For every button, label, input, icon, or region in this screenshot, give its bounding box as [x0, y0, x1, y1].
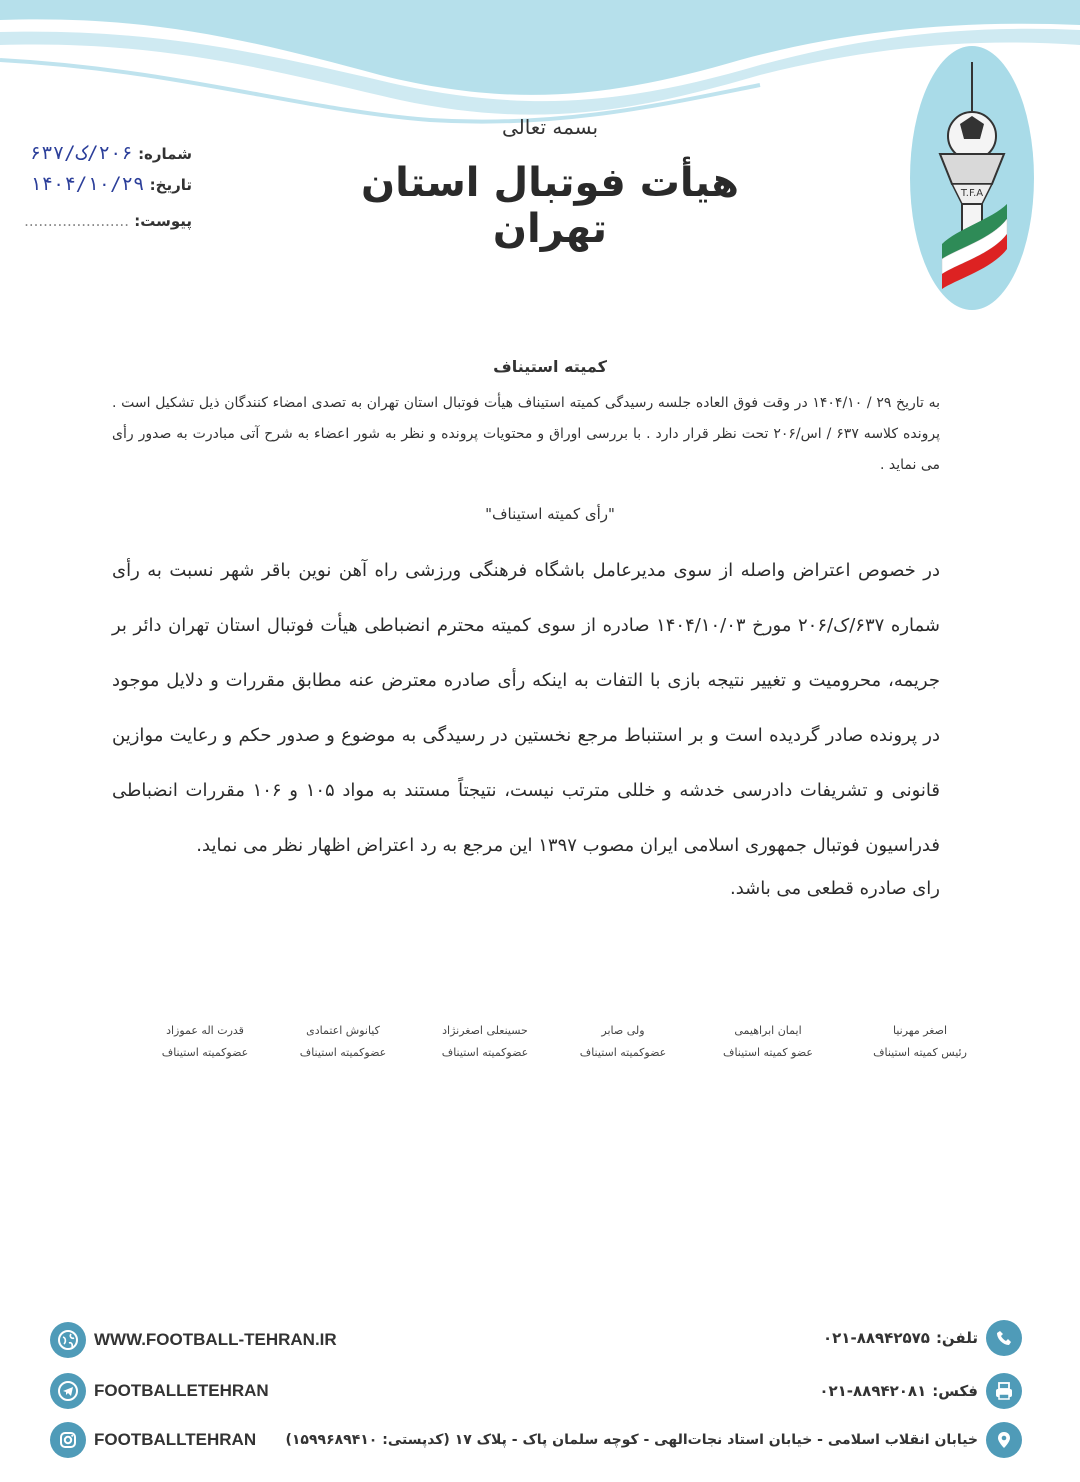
signatory-role: عضوکمیته استیناف — [441, 1046, 529, 1059]
telegram-icon — [50, 1373, 86, 1409]
verdict-heading: "رأی کمیته استیناف" — [485, 505, 615, 523]
signatory-name: ولی صابر — [601, 1024, 645, 1037]
instagram-icon — [50, 1422, 86, 1458]
letter-number — [20, 142, 192, 164]
website-text[interactable]: WWW.FOOTBALL-TEHRAN.IR — [94, 1330, 337, 1349]
signatory — [683, 1020, 853, 1064]
location-pin-icon — [986, 1422, 1022, 1458]
organization-title: هیأت فوتبال استان تهران — [360, 160, 739, 252]
fax-icon — [986, 1373, 1022, 1409]
number-label: شماره: — [138, 145, 192, 163]
attachment-label: پیوست: — [134, 212, 192, 230]
fax-label: فکس: — [932, 1382, 978, 1400]
phone-label: تلفن: — [935, 1329, 978, 1347]
instagram-text[interactable]: FOOTBALLTEHRAN — [94, 1430, 257, 1449]
fax-number[interactable]: ۰۲۱-۸۸۹۴۲۰۸۱ — [819, 1382, 927, 1400]
signatory-name: کیانوش اعتمادی — [306, 1024, 380, 1037]
date-label: تاریخ: — [149, 176, 192, 194]
telegram-text[interactable]: FOOTBALLETEHRAN — [94, 1381, 269, 1400]
footer-telegram[interactable] — [50, 1373, 269, 1409]
footer-address — [285, 1422, 1022, 1458]
letter-date — [20, 173, 192, 195]
verdict-body: در خصوص اعتراض واصله از سوی مدیرعامل باشگاه فرهنگی ورزشی راه آهن نوین باقر شهر نسبت به رأی شماره ۶۳۷/ک/۲۰۶ مورخ ۱۴۰۴/۱۰/۰۳ صادره از سوی کمیته محترم انضباطی هیأت فوتبال استان تهران دائر بر جریمه، محرومیت و تغییر نتیجه بازی با التفات به اینکه رأی صادره معترض عنه مطابق مقررات و دلایل موجود در پرونده صادر گردیده است و بر استنباط مرجع نخستین در رسیدگی به موضوع و صدور حکم و رعایت موازین قانونی و تشریفات دادرسی خدشه و خللی مترتب نیست، نتیجتاً مستند به مواد ۱۰۵ و ۱۰۶ مقررات انضباطی فدراسیون فوتبال جمهوری اسلامی ایران مصوب ۱۳۹۷ این مرجع به رد اعتراض اظهار نظر می نماید. — [112, 560, 940, 856]
footer-phone[interactable] — [823, 1320, 1022, 1356]
signatory-role: عضوکمیته استیناف — [579, 1046, 667, 1059]
attachment-dots: ...................... — [24, 212, 129, 230]
signatory-role: عضو کمیته استیناف — [723, 1046, 813, 1059]
signatory-name: ایمان ابراهیمی — [734, 1024, 802, 1037]
phone-number[interactable]: ۰۲۱-۸۸۹۴۲۵۷۵ — [823, 1329, 930, 1347]
signatory-role: عضوکمیته استیناف — [299, 1046, 387, 1059]
address-text: خیابان انقلاب اسلامی - خیابان استاد نجات‌الهی - کوچه سلمان پاک - پلاک ۱۷ (کدپستی: ۱۵۹۹۶۸۹۴۱۰) — [285, 1432, 978, 1448]
federation-logo — [912, 44, 1032, 312]
intro-paragraph: به تاریخ ۲۹ / ۱۴۰۴/۱۰ در وقت فوق العاده جلسه رسیدگی کمیته استیناف هیأت فوتبال استان تهران به تصدی امضاء کنندگان ذیل تشکیل است . پرونده کلاسه ۶۳۷ / اس/۲۰۶ تحت نظر قرار دارد . با بررسی اوراق و محتویات پرونده و نظر به شور اعضاء به شرح آتی مبادرت به صدور رأی می نماید . — [112, 395, 940, 473]
number-value: ۲۰۶/ک/۶۳۷ — [29, 142, 133, 164]
signatory-name: اصغر مهرنیا — [892, 1024, 948, 1037]
signatory-name: قدرت اله عموزاد — [166, 1024, 244, 1037]
date-value: ۱۴۰۴/۱۰/۲۹ — [30, 173, 145, 195]
signatory — [120, 1020, 290, 1064]
final-statement: رای صادره قطعی می باشد. — [729, 878, 940, 899]
letter-attachment — [20, 212, 192, 230]
signatory-role: عضوکمیته استیناف — [161, 1046, 249, 1059]
footer-website[interactable] — [50, 1322, 337, 1358]
svg-text:T.F.A: T.F.A — [960, 188, 984, 199]
globe-icon — [50, 1322, 86, 1358]
bismillah: بسمه تعالی — [501, 115, 599, 139]
footer-instagram[interactable] — [50, 1422, 256, 1458]
signatory-name: حسینعلی اصغرنژاد — [442, 1024, 528, 1037]
footer-fax[interactable] — [819, 1373, 1022, 1409]
committee-title: کمیته استیناف — [493, 357, 607, 376]
signatory-role: رئیس کمیته استیناف — [873, 1046, 967, 1059]
phone-icon — [986, 1320, 1022, 1356]
signatory — [835, 1020, 1005, 1064]
